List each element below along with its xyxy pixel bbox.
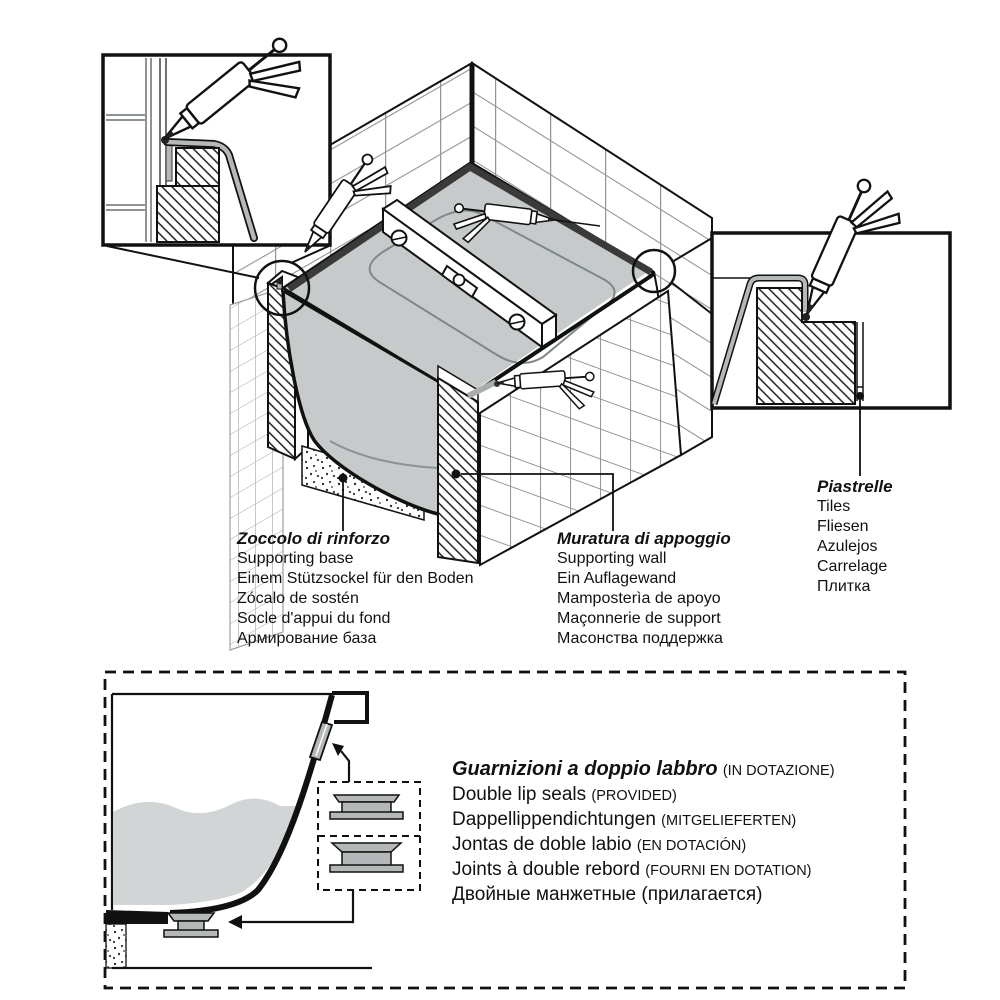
seal-profiles-box <box>318 782 420 890</box>
label-line: Mamposterìa de apoyo <box>557 590 721 607</box>
label-line: Ein Auflagewand <box>557 570 677 587</box>
tub-rim-lip <box>166 145 172 181</box>
label-double-lip-seals <box>452 757 835 907</box>
label-line: Maçonnerie de support <box>557 610 721 627</box>
label-line: Fliesen <box>817 518 869 535</box>
seals-title: Guarnizioni a doppio labbro <box>452 758 718 780</box>
label-line: Supporting base <box>237 550 354 567</box>
seals-title-note: (IN DOTAZIONE) <box>722 763 835 779</box>
seals-note: (FOURNI EN DOTATION) <box>645 863 812 879</box>
tub-bottom-edge <box>106 910 168 924</box>
seals-line: Joints à double rebord <box>452 859 641 880</box>
label-line: Carrelage <box>817 558 888 575</box>
seals-line: Jontas de doble labio <box>452 834 632 855</box>
label-line: Einem Stützsockel für den Boden <box>237 570 474 587</box>
seals-note: (MITGELIEFERTEN) <box>661 813 797 829</box>
label-line: Tiles <box>817 498 851 515</box>
sealant-dot <box>802 313 810 321</box>
tub-rim <box>332 693 367 722</box>
level-bubble-icon <box>454 275 465 286</box>
label-line: Azulejos <box>817 538 878 555</box>
seals-line: Dappellippendichtungen <box>452 809 656 830</box>
seals-line: Double lip seals <box>452 784 587 805</box>
seals-note: (EN DOTACIÓN) <box>636 838 747 854</box>
label-line: Армирование база <box>237 630 377 647</box>
label-line: Плитка <box>817 578 871 595</box>
double-lip-seal-wall <box>310 722 332 760</box>
label-title: Zoccolo di rinforzo <box>237 529 390 548</box>
masonry-block <box>176 148 219 186</box>
label-line: Supporting wall <box>557 550 667 567</box>
label-supporting-base <box>237 529 474 649</box>
label-line: Zócalo de sostén <box>237 590 359 607</box>
base-block-section <box>106 924 126 968</box>
leader-dot <box>856 392 864 400</box>
label-line: Масонства поддержка <box>557 630 723 647</box>
seals-line: Двойные манжетные (прилагается) <box>452 884 763 905</box>
label-title: Muratura di appoggio <box>557 529 731 548</box>
masonry-block <box>157 186 219 242</box>
label-title: Piastrelle <box>817 477 893 496</box>
water <box>113 798 296 905</box>
leader-dot <box>339 474 348 483</box>
label-line: Socle d'appui du fond <box>237 610 391 627</box>
leader-dot <box>452 470 461 479</box>
label-supporting-wall <box>557 529 731 649</box>
double-lip-seal-floor <box>164 913 218 937</box>
seals-note: (PROVIDED) <box>591 788 677 804</box>
label-tiles <box>817 477 893 597</box>
